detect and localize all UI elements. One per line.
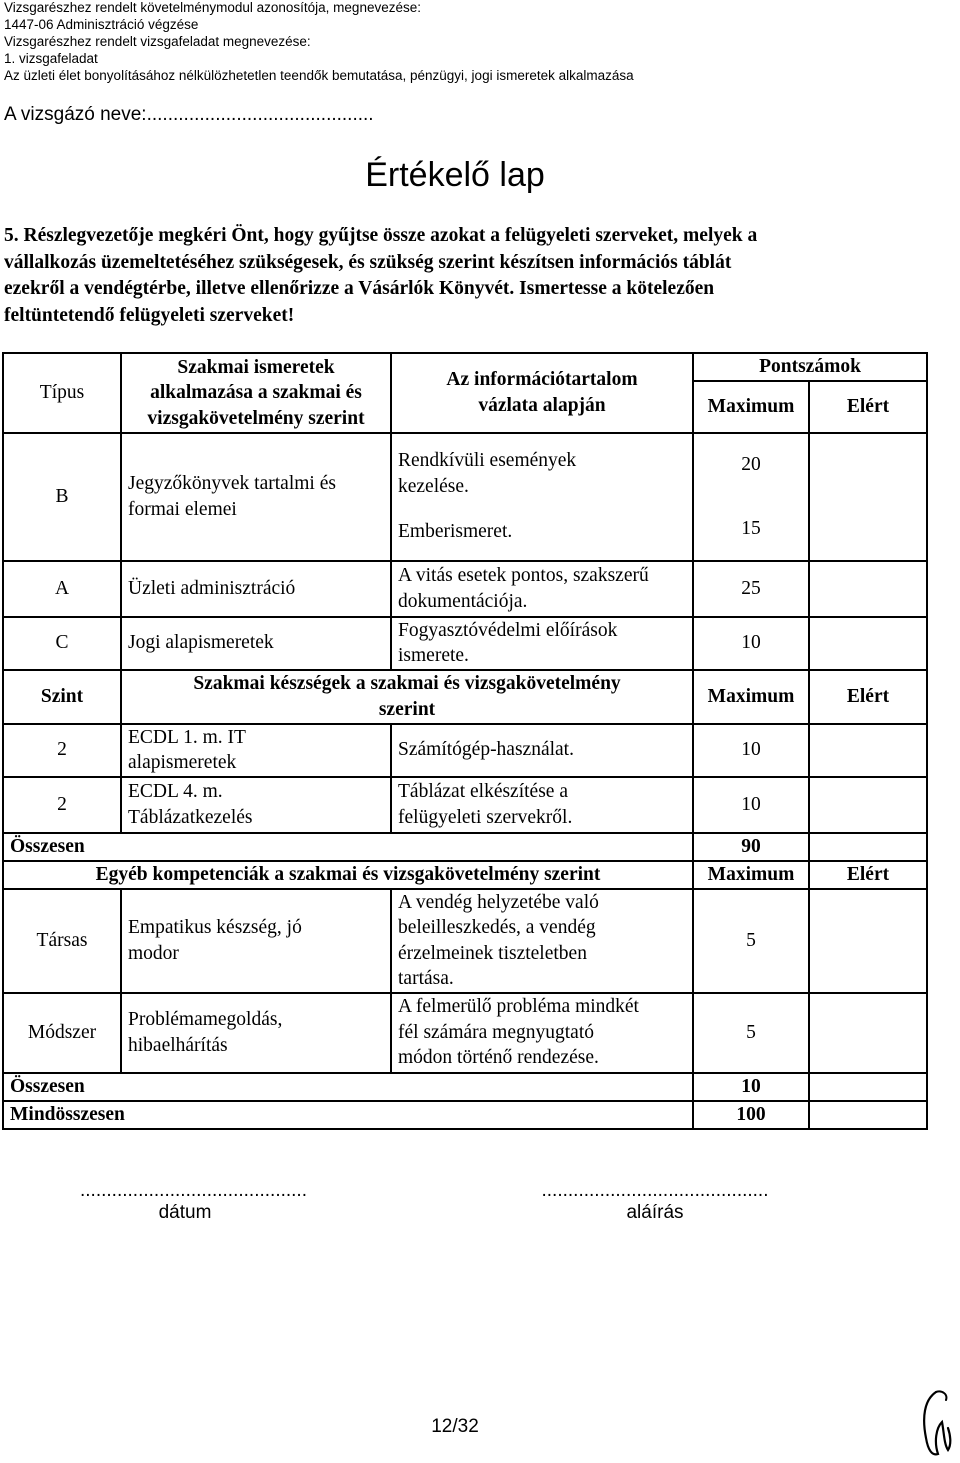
signature-dots: ........................................... — [541, 1180, 769, 1201]
signature-field — [520, 1180, 790, 1224]
col-header-max: Maximum — [693, 381, 809, 433]
grand-total-row: Mindösszesen 100 — [3, 1101, 927, 1129]
header-line-2: 1447-06 Adminisztráció végzése — [4, 17, 199, 32]
header-line-3: Vizsgarészhez rendelt vizsgafeladat megnevezése: — [4, 34, 311, 49]
task-line-4: feltüntetendő felügyeleti szerveket! — [4, 304, 295, 326]
col-header-info: Az információtartalom vázlata alapján — [391, 353, 693, 433]
date-label: dátum — [158, 1202, 212, 1223]
subtotal-row: Összesen 90 — [3, 833, 927, 861]
handwritten-mark-icon — [918, 1388, 960, 1460]
col-header-points: Pontszámok — [693, 353, 927, 381]
header-line-1: Vizsgarészhez rendelt követelménymodul azonosítója, megnevezése: — [4, 0, 421, 15]
date-dots: ........................................... — [80, 1180, 307, 1201]
subtotal-row: Összesen 10 — [3, 1073, 927, 1101]
table-row: Társas Empatikus készség, jó modor A vendég helyzetébe való beleilleszkedés, a vendég érzelmeinek tiszteletben tartása. 5 — [3, 889, 927, 993]
row-knowledge: Jegyzőkönyvek tartalmi és formai elemei — [121, 433, 391, 561]
table-row — [3, 433, 927, 561]
table-row: C Jogi alapismeretek Fogyasztóvédelmi előírások ismerete. 10 — [3, 617, 927, 670]
task-line-1: 5. Részlegvezetője megkéri Önt, hogy gyűjtse össze azokat a felügyeleti szerveket, melyek a — [4, 225, 758, 246]
candidate-name-field: A vizsgázó neve:........................................... — [4, 104, 374, 125]
signature-label: aláírás — [626, 1202, 684, 1223]
task-description — [4, 223, 904, 329]
table-row: A Üzleti adminisztráció A vitás esetek pontos, szakszerű dokumentációja. 25 — [3, 561, 927, 617]
date-field — [80, 1180, 307, 1224]
header-line-4: 1. vizsgafeladat — [4, 51, 98, 66]
task-line-3: ezekről a vendégtérbe, illetve ellenőrizze a Vásárlók Könyvét. Ismertesse a kötelezően — [4, 278, 715, 299]
col-header-type: Típus — [3, 353, 121, 433]
row-max: 20 15 — [693, 433, 809, 561]
table-row: Módszer Problémamegoldás, hibaelhárítás A felmerülő probléma mindkét fél számára megnyugtató módon történő rendezése. 5 — [3, 993, 927, 1073]
table-row: 2 ECDL 4. m. Táblázatkezelés Táblázat elkészítése a felügyeleti szervekről. 10 — [3, 777, 927, 833]
page-number: 12/32 — [431, 1416, 479, 1437]
table-row: 2 ECDL 1. m. IT alapismeretek Számítógép-használat. 10 — [3, 724, 927, 777]
header-line-5: Az üzleti élet bonyolításához nélkülözhetetlen teendők bemutatása, pénzügyi, jogi ismeretek alkalmazása — [4, 68, 634, 83]
evaluation-table — [2, 352, 928, 1130]
row-type: B — [3, 433, 121, 561]
other-skills-header-row: Egyéb kompetenciák a szakmai és vizsgakövetelmény szerint Maximum Elért — [3, 861, 927, 889]
col-header-knowledge: Szakmai ismeretek alkalmazása a szakmai és vizsgakövetelmény szerint — [121, 353, 391, 433]
row-got — [809, 433, 927, 561]
col-header-got: Elért — [809, 381, 927, 433]
row-info: Rendkívüli események kezelése. Emberismeret. — [391, 433, 693, 561]
task-line-2: vállalkozás üzemeltetéséhez szükségesek, és szükség szerint készítsen információs táblát — [4, 251, 732, 273]
page-title: Értékelő lap — [365, 156, 545, 194]
skills-header-row: Szint Szakmai készségek a szakmai és vizsgakövetelmény szerint Maximum Elért — [3, 670, 927, 724]
